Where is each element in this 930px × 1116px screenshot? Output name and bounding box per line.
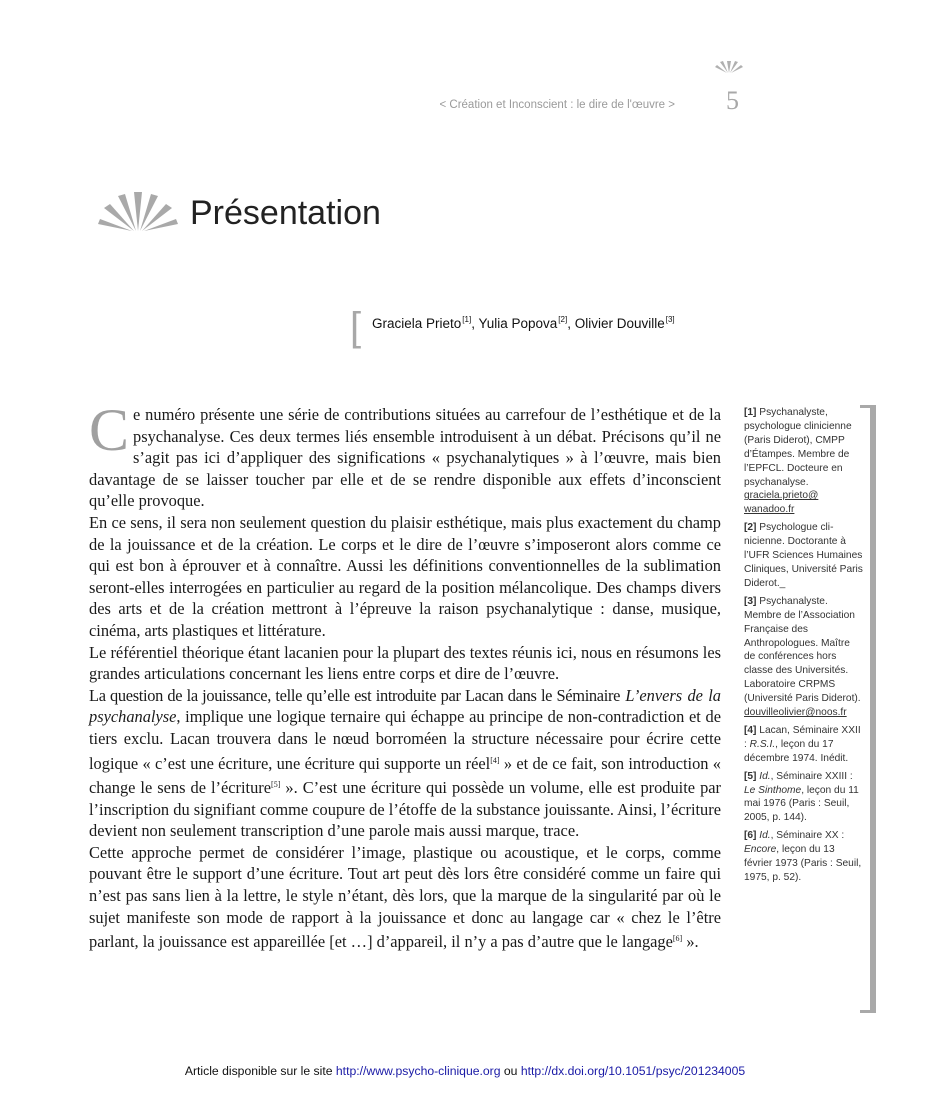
footnote-text: , leçon du 13 février 1973 (Paris : Seuil, 1975, p. 52). (744, 844, 862, 883)
footnote-number: [1] (744, 407, 757, 418)
footnote-text: Lacan, Séminaire XXII : (744, 724, 861, 750)
author-separator: , (471, 316, 479, 331)
paragraph: En ce sens, il sera non seulement question du plaisir esthétique, mais plus exactement du champ de la jouissance et de la création. Le corps et le dire de l’œuvre s’imposeront alors comme ce qui est bon à éprouver et à connaître. Aussi les définitions conventionnelles de la sublimation seront-elles interrogées en particulier au regard de la position mélancolique. Des champs divers des arts et de la création mettront à l’épreuve la raison psychanalytique : danse, musique, cinéma, arts plastiques et littérature. (89, 512, 721, 640)
footnote-ref[interactable]: [1] (462, 315, 472, 324)
footnote-1 (744, 406, 864, 517)
footnote-text: Psychanalyste, psychologue clinicienne (Paris Diderot), CMPP d’Étampes. Membre de l’EPFCL. Docteure en psychanalyse. (744, 407, 852, 488)
doi-link[interactable]: http://dx.doi.org/10.1051/psyc/201234005 (520, 1064, 746, 1078)
footnote-6 (744, 829, 864, 885)
paragraph-text: e numéro présente une série de contributions situées au carrefour de l’esthétique et de la psychanalyse. Ces deux termes liés ensemble introduisent à un débat. Précisons qu’il ne s’agit pas ici d’appliquer des significations « psychanalytiques » à l’œuvre, mais bien davantage de se laisser toucher par elle et de se rendre disponible aux effets d’inconscient qu’elle provoque. (89, 405, 721, 511)
author-separator: , (567, 316, 575, 331)
leaf-fan-icon (98, 188, 178, 232)
site-link[interactable]: http://www.psycho-clinique.org (335, 1064, 501, 1078)
footnote-number: [5] (744, 770, 757, 782)
footnote-ref[interactable]: [6] (672, 934, 683, 944)
email-link[interactable]: graciela.prieto@ wanadoo.fr (744, 490, 819, 516)
email-link[interactable]: douvilleolivier@noos.fr (744, 707, 847, 719)
footnote-text: , Séminaire XX : (770, 830, 845, 842)
drop-cap: C (89, 397, 130, 463)
author-name: Graciela Prieto (372, 316, 462, 331)
article-body (89, 397, 721, 953)
footnote-ref[interactable]: [3] (665, 315, 675, 324)
footer-text: ou (500, 1064, 521, 1078)
footnote-ref[interactable]: [2] (558, 315, 568, 324)
page-number: 5 (726, 86, 739, 115)
footnote-italic: Encore (744, 844, 777, 856)
footnote-text: Psychologue clinicienne. Doctorante à l’UFR Sciences Humaines Cliniques, Université Paris Diderot._ (744, 522, 863, 589)
paragraph-text: Cette approche permet de considérer l’image, plastique ou acoustique, et le corps, comme pouvant être le support d’une écriture. Tout art peut dès lors être considéré comme un faire qui n’est pas sans lien à la lettre, le style n’étant, dès lors, que la marque de la singularité par où le sujet manifeste son mode de rapport à la jouissance et donc au langage car « chez le l’être parlant, la jouissance est appareillée [et …] d’appareil, il n’y a pas d’autre que le langage (89, 842, 721, 952)
paragraph-text: La question de la jouissance, telle qu’elle est introduite par Lacan dans le Séminaire (89, 685, 621, 705)
footer-text: Article disponible sur le site (184, 1064, 336, 1078)
footnote-text: , leçon du 17 décembre 1974. Inédit. (744, 738, 849, 764)
author-name: Yulia Popova (478, 316, 558, 331)
footnote-2 (744, 521, 864, 591)
footnote-number: [6] (744, 830, 757, 842)
footnote-number: [2] (744, 522, 757, 534)
footnote-italic: Le Sinthome (744, 784, 802, 796)
paragraph (89, 397, 721, 512)
author-name: Olivier Douville (574, 316, 665, 331)
paragraph: Le référentiel théorique étant lacanien pour la plupart des textes réunis ici, nous en résumons les grandes articulations concernant les liens entre corps et dire de l’œuvre. (89, 642, 721, 684)
footnotes-column (744, 406, 864, 889)
paragraph (89, 685, 721, 842)
paragraph-text: ». C’est une écriture qui possède un volume, elle est produite par l’inscription du signifiant comme coupure de l’étoffe de la substance jouissante. Ainsi, l’écriture devient non seulement transcription d’une parole mais aussi marque, trace. (89, 778, 721, 841)
paragraph-text: , implique une logique ternaire qui échappe au principe de non-contradiction et de tiers exclu. Lacan trouvera dans le nœud borroméen la structure nécessaire pour écrire cette logique « c’est une écriture, une écriture qui supporte un réel (89, 707, 721, 773)
article-title: Présentation (190, 194, 381, 232)
work-title: L’envers de la psychanalyse (89, 685, 721, 727)
footnote-text: , Séminaire XXIII : (770, 770, 853, 782)
footnote-4 (744, 724, 864, 766)
footnote-ref[interactable]: [5] (271, 780, 281, 790)
footnote-5 (744, 770, 864, 826)
paragraph-text: ». (682, 932, 699, 952)
footnote-italic: Id. (756, 770, 771, 782)
authors-bracket: [ (350, 305, 362, 349)
paragraph-text: » et de ce fait, son introduction « change le sens de l’écriture (89, 753, 721, 798)
authors-line (372, 315, 675, 331)
leaf-fan-icon (714, 58, 744, 74)
footer (0, 1064, 930, 1078)
footnote-text: , leçon du 11 mai 1976 (Paris : Seuil, 2005, p. 144). (744, 784, 859, 824)
paragraph (89, 842, 721, 953)
footnote-italic: R.S.I. (749, 738, 776, 750)
footnote-3 (744, 595, 864, 720)
footnote-text: Psychanalyste. Membre de l’Association Française des Anthropologues. Maître de conférences hors classe des Universités. Laboratoire CRPMS (Université Paris Diderot). (744, 595, 861, 705)
footnote-number: [3] (744, 595, 757, 607)
footnote-number: [4] (744, 724, 757, 736)
running-head: < Création et Inconscient : le dire de l'œuvre > (439, 99, 675, 111)
footnote-italic: Id. (756, 830, 771, 842)
footnote-ref[interactable]: [4] (490, 755, 500, 765)
footnotes-bracket (860, 405, 876, 1013)
